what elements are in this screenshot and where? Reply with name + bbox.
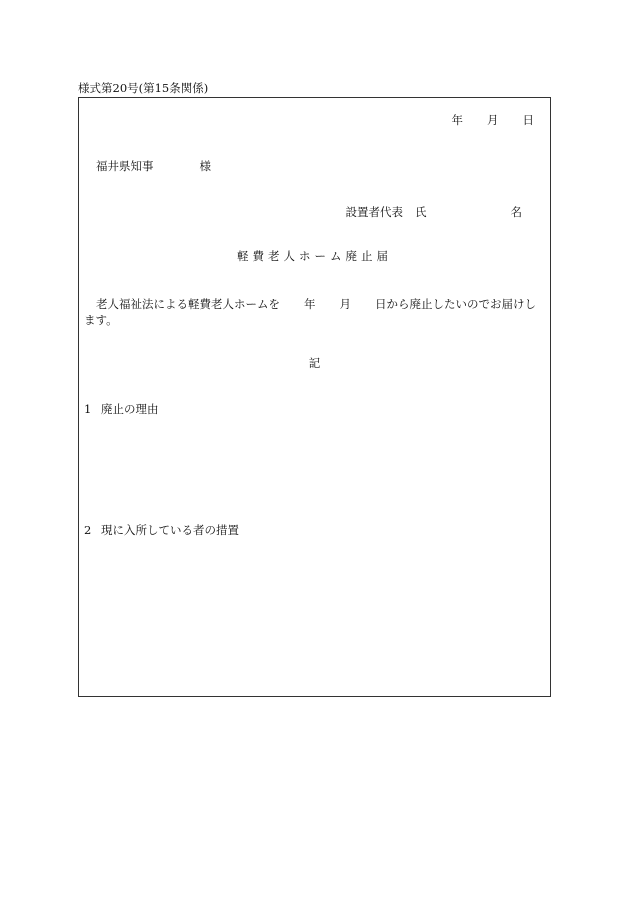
record-mark: 記 [308, 356, 321, 370]
applicant-name-part2: 名 [510, 205, 522, 219]
item-label: 廃止の理由 [101, 402, 159, 416]
body-before: 老人福祉法による軽費老人ホームを [96, 297, 280, 311]
date-year-label: 年 [451, 113, 463, 127]
recipient-name: 福井県知事 [96, 159, 154, 173]
form-frame [78, 97, 551, 697]
document-title: 軽費老人ホーム廃止届 [237, 249, 392, 263]
item-number: 2 [84, 523, 92, 537]
date-day-label: 日 [522, 113, 534, 127]
form-number: 様式第20号(第15条関係) [78, 81, 209, 95]
body-text [84, 296, 546, 328]
item-number: 1 [84, 402, 92, 416]
recipient [96, 160, 211, 174]
applicant-label: 設置者代表 [345, 205, 403, 219]
list-item [84, 524, 239, 538]
date-month-label: 月 [487, 113, 499, 127]
applicant [346, 206, 523, 220]
recipient-honorific: 様 [199, 159, 211, 173]
body-after: 日から廃止したいのでお届けします。 [84, 297, 536, 327]
list-item [84, 403, 159, 417]
body-month: 月 [339, 297, 351, 311]
date-line [452, 114, 535, 128]
body-year: 年 [304, 297, 316, 311]
applicant-name-part1: 氏 [415, 205, 427, 219]
item-label: 現に入所している者の措置 [101, 523, 239, 537]
